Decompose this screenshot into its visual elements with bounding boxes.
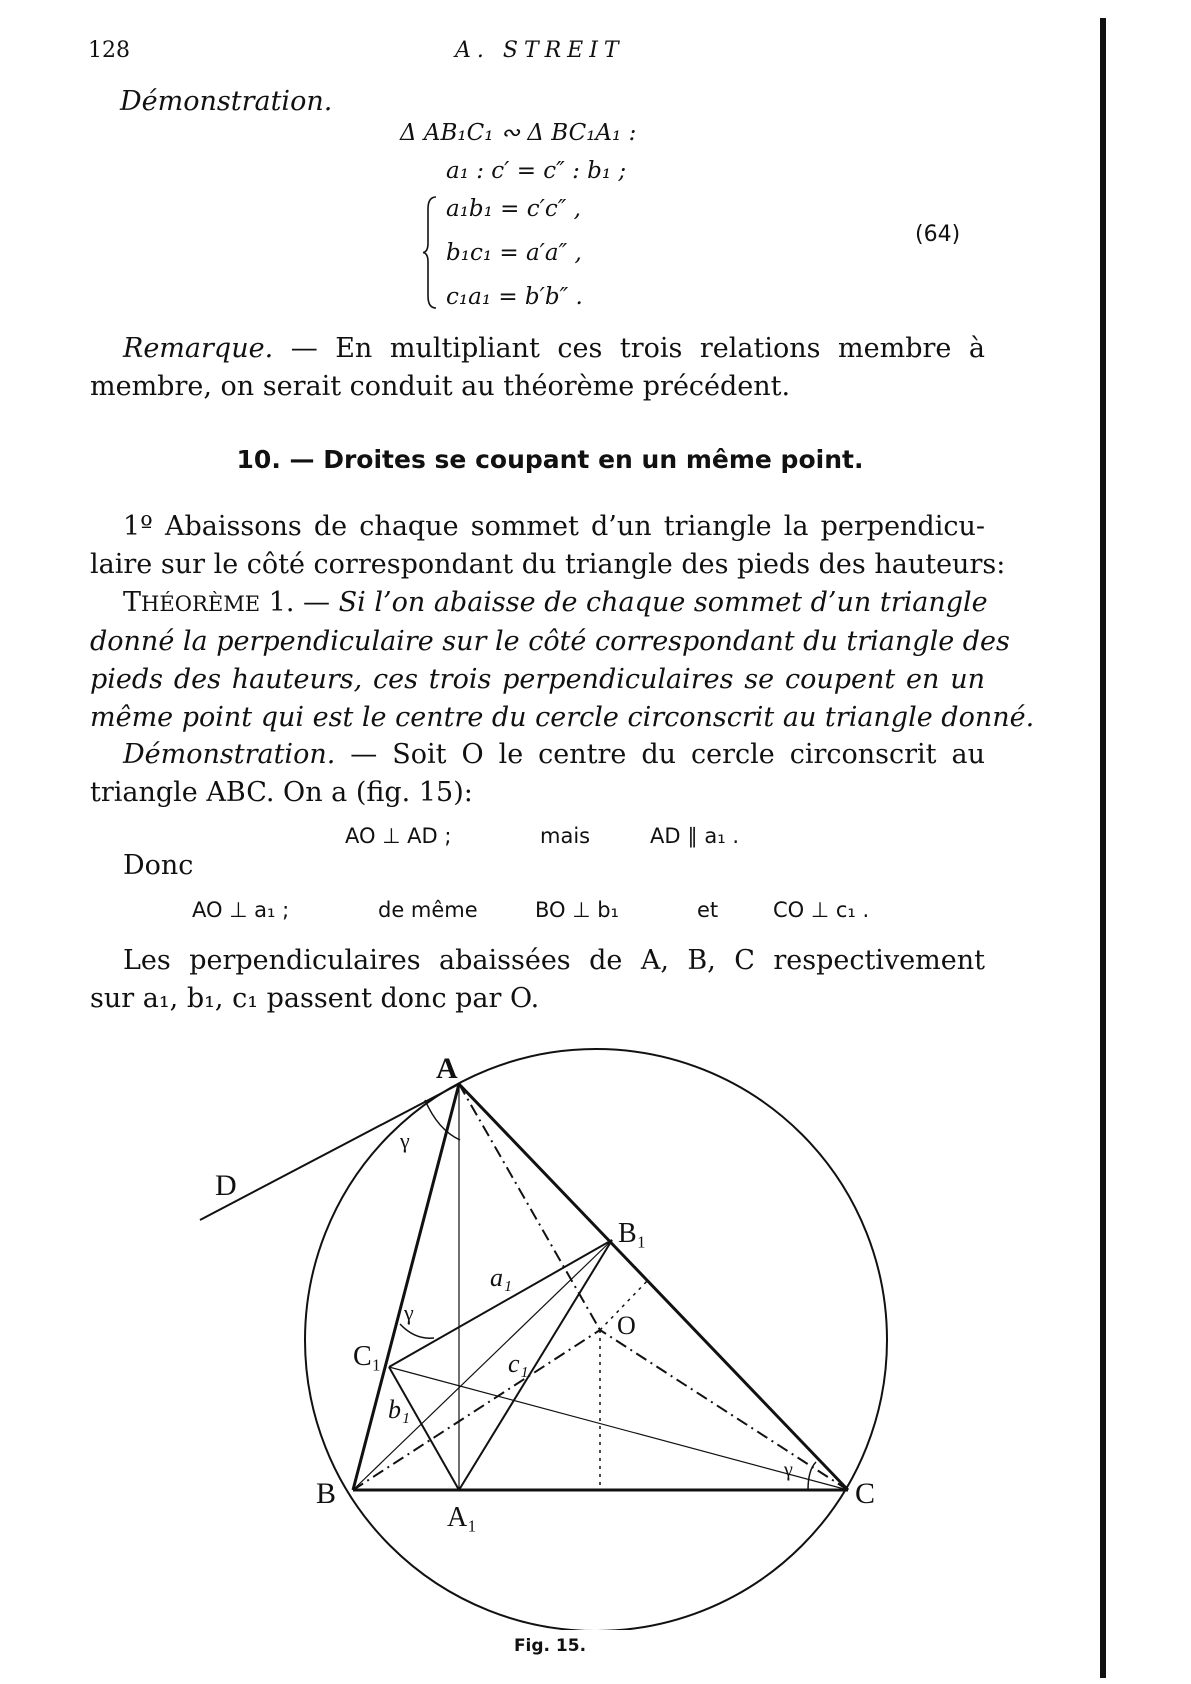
label-foot-b1: B₁ bbox=[618, 1218, 647, 1249]
remarque-paragraph bbox=[90, 330, 985, 406]
label-angle-gamma-c1: γ bbox=[404, 1300, 414, 1325]
label-foot-c1: C₁ bbox=[353, 1341, 382, 1372]
remarque-line-2: membre, on serait conduit au théorème précédent. bbox=[90, 371, 791, 402]
proof-line-1: — Soit O le centre du cercle circonscrit au bbox=[350, 739, 985, 770]
proof-line-2: triangle ABC. On a (fig. 15): bbox=[90, 777, 473, 808]
figure-15-diagram bbox=[0, 1000, 1191, 1630]
figure-caption: Fig. 15. bbox=[513, 1636, 587, 1656]
section-title: 10. — Droites se coupant en un même point. bbox=[236, 445, 864, 474]
proof-label: Démonstration. bbox=[123, 739, 336, 770]
theorem-line-3: pieds des hauteurs, ces trois perpendiculaires se coupent en un bbox=[90, 664, 985, 695]
angle-arc-c1 bbox=[400, 1324, 434, 1338]
label-point-d: D bbox=[215, 1169, 237, 1202]
formula-ad-parallel: AD ∥ a₁ . bbox=[650, 824, 740, 848]
angle-arc-c bbox=[808, 1462, 816, 1490]
remarque-label: Remarque. bbox=[123, 333, 274, 364]
proof-paragraph bbox=[90, 736, 985, 812]
theorem-line-4: même point qui est le centre du cercle circonscrit au triangle donné. bbox=[90, 702, 1035, 733]
tangent-line-ad bbox=[200, 1084, 459, 1220]
system-equation-3: c₁a₁ = b′b″ . bbox=[446, 284, 583, 310]
formula-ao-ad: AO ⊥ AD ; bbox=[345, 824, 452, 848]
formula-bo-b1: BO ⊥ b₁ bbox=[535, 898, 619, 922]
label-vertex-b: B bbox=[316, 1477, 337, 1510]
equation-number: (64) bbox=[915, 222, 961, 247]
demonstration-label: Démonstration. bbox=[120, 86, 333, 117]
label-vertex-c: C bbox=[855, 1477, 876, 1510]
intro-line-1: 1º Abaissons de chaque sommet d’un triangle la perpendicu- bbox=[123, 511, 985, 542]
donc-label: Donc bbox=[123, 850, 194, 881]
system-equation-1: a₁b₁ = c′c″ , bbox=[446, 196, 581, 222]
label-side-c1: c₁ bbox=[508, 1349, 529, 1378]
formula-co-c1: CO ⊥ c₁ . bbox=[773, 898, 870, 922]
label-vertex-a: A bbox=[436, 1052, 458, 1085]
formula-mais: mais bbox=[540, 824, 591, 848]
formula-de-meme: de même bbox=[378, 898, 478, 922]
formula-ao-a1: AO ⊥ a₁ ; bbox=[192, 898, 290, 922]
label-foot-a1: A₁ bbox=[447, 1502, 477, 1533]
altitude-c bbox=[389, 1367, 848, 1490]
page-number: 128 bbox=[88, 38, 130, 63]
remarque-line-1: — En multipliant ces trois relations membre à bbox=[290, 333, 985, 364]
theorem-number: 1. — bbox=[268, 587, 331, 618]
running-header-author: A. STREIT bbox=[455, 38, 625, 63]
label-angle-gamma-c: γ bbox=[784, 1459, 793, 1481]
theorem-line-2: donné la perpendiculaire sur le côté correspondant du triangle des bbox=[90, 626, 1010, 657]
formula-et: et bbox=[697, 898, 719, 922]
intro-line-2: laire sur le côté correspondant du triangle des pieds des hauteurs: bbox=[90, 549, 1006, 580]
label-center-o: O bbox=[617, 1311, 636, 1340]
intro-paragraph bbox=[90, 508, 1006, 584]
theorem-line-1: Si l’on abaisse de chaque sommet d’un triangle bbox=[338, 587, 988, 618]
label-side-b1: b₁ bbox=[388, 1395, 411, 1424]
conclusion-line-2: sur a₁, b₁, c₁ passent donc par O. bbox=[90, 983, 540, 1014]
similarity-equation: Δ AB₁C₁ ∾ Δ BC₁A₁ : bbox=[400, 120, 637, 146]
system-equation-2: b₁c₁ = a′a″ , bbox=[446, 240, 582, 266]
side-ac bbox=[459, 1084, 848, 1490]
label-angle-gamma-a: γ bbox=[400, 1128, 410, 1153]
ratio-equation: a₁ : c′ = c″ : b₁ ; bbox=[446, 158, 627, 184]
label-side-a1: a₁ bbox=[490, 1263, 513, 1292]
conclusion-line-1: Les perpendiculaires abaissées de A, B, C respectivement bbox=[123, 945, 985, 976]
perpendicular-co bbox=[600, 1330, 848, 1490]
theorem-paragraph bbox=[90, 584, 1035, 737]
left-brace bbox=[422, 195, 440, 310]
theorem-label: THÉORÈME bbox=[123, 587, 261, 618]
